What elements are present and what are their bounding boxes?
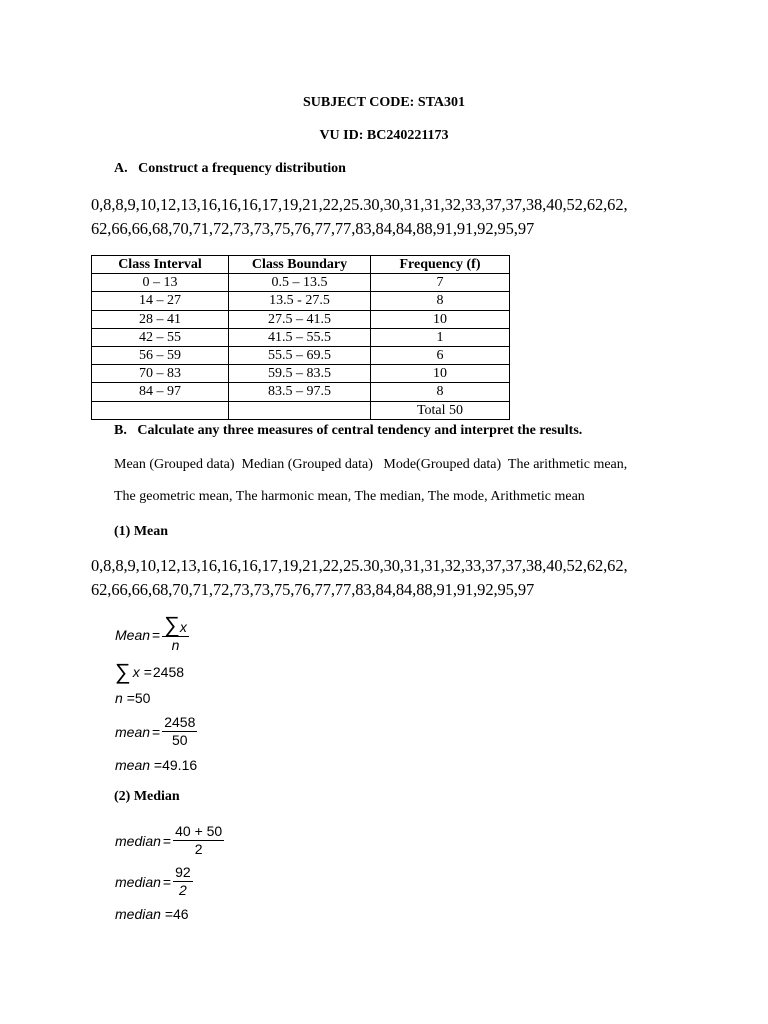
fraction-numerator [162, 612, 189, 637]
subject-code: SUBJECT CODE: STA301 [302, 95, 466, 110]
cell-total: Total 50 [371, 401, 510, 419]
median-heading: (2) Median [114, 789, 180, 804]
equals-sign: = [126, 690, 135, 706]
mean-formula [115, 612, 189, 654]
table-row [92, 383, 510, 401]
median-result-value: 46 [173, 906, 189, 922]
cell-interval: 84 – 97 [92, 383, 229, 401]
sigma-icon: ∑ [115, 659, 131, 684]
fraction-numerator: 2458 [164, 714, 196, 730]
mean-result-lhs: mean [115, 757, 151, 773]
cell-interval: 0 – 13 [92, 274, 229, 292]
table-row [92, 310, 510, 328]
data-line-1: 0,8,8,9,10,12,13,16,16,16,17,19,21,22,25.30,30,31,31,32,33,37,37,38,40,52,62,62, [91, 195, 628, 214]
frequency-table [91, 255, 510, 420]
header-class-interval: Class Interval [92, 256, 229, 274]
header-class-boundary: Class Boundary [229, 256, 371, 274]
cell-frequency: 10 [371, 310, 510, 328]
cell-interval: 28 – 41 [92, 310, 229, 328]
mean-formula-lhs: Mean [115, 627, 151, 643]
mean-calc [115, 714, 197, 749]
fraction-denominator: n [171, 637, 180, 653]
cell-boundary [229, 401, 371, 419]
table-header-row [92, 256, 510, 274]
fraction-denominator: 50 [172, 732, 188, 748]
data-line-2: 62,66,66,68,70,71,72,73,73,75,76,77,77,83,84,84,88,91,91,92,95,97 [91, 219, 535, 238]
cell-boundary: 83.5 – 97.5 [229, 383, 371, 401]
cell-interval: 56 – 59 [92, 346, 229, 364]
median-step-2-fraction [173, 864, 193, 899]
mean-calc-fraction [162, 714, 197, 749]
formula-var: x [179, 619, 187, 635]
equals-sign: = [164, 906, 173, 922]
section-a-heading: A. Construct a frequency distribution [114, 161, 346, 176]
cell-boundary: 27.5 – 41.5 [229, 310, 371, 328]
median-result [115, 906, 189, 922]
cell-interval: 42 – 55 [92, 328, 229, 346]
fraction-denominator: 2 [194, 841, 203, 857]
mean-data-line-1: 0,8,8,9,10,12,13,16,16,16,17,19,21,22,25.30,30,31,31,32,33,37,37,38,40,52,62,62, [91, 556, 628, 575]
mean-formula-fraction [162, 612, 189, 654]
equals-sign: = [162, 873, 172, 890]
sum-value: 2458 [152, 664, 185, 680]
n-value: 50 [134, 690, 151, 706]
mean-data-line-2: 62,66,66,68,70,71,72,73,73,75,76,77,77,83,84,84,88,91,91,92,95,97 [91, 580, 535, 599]
n-var: n [115, 690, 123, 706]
equals-sign: = [162, 832, 172, 849]
equals-sign: = [153, 757, 163, 773]
cell-interval: 70 – 83 [92, 365, 229, 383]
cell-frequency: 6 [371, 346, 510, 364]
measures-line-1: Mean (Grouped data) Median (Grouped data) Mode(Grouped data) The arithmetic mean, [114, 457, 628, 472]
cell-boundary: 55.5 – 69.5 [229, 346, 371, 364]
sum-var: x [132, 664, 140, 680]
table-row [92, 346, 510, 364]
vu-id: VU ID: BC240221173 [319, 128, 449, 143]
equals-sign: = [152, 627, 161, 643]
fraction-numerator: 92 [175, 864, 191, 880]
sigma-icon: ∑ [164, 612, 180, 637]
sum-line [115, 659, 185, 684]
table-row [92, 365, 510, 383]
table-total-row [92, 401, 510, 419]
median-step-1 [115, 823, 224, 858]
cell-interval: 14 – 27 [92, 292, 229, 310]
section-b-heading: B. Calculate any three measures of central tendency and interpret the results. [114, 423, 583, 438]
cell-boundary: 59.5 – 83.5 [229, 365, 371, 383]
cell-frequency: 7 [371, 274, 510, 292]
table-row [92, 292, 510, 310]
n-line [115, 690, 150, 706]
fraction-denominator: 2 [179, 882, 187, 898]
cell-frequency: 10 [371, 365, 510, 383]
median-lhs: median [115, 873, 161, 890]
header-frequency: Frequency (f) [371, 256, 510, 274]
cell-interval [92, 401, 229, 419]
median-step-1-fraction [173, 823, 224, 858]
table-row [92, 328, 510, 346]
measures-line-2: The geometric mean, The harmonic mean, The median, The mode, Arithmetic mean [114, 489, 585, 504]
equals-sign: = [152, 723, 161, 740]
mean-calc-lhs: mean [115, 723, 151, 740]
cell-frequency: 8 [371, 292, 510, 310]
median-lhs: median [115, 906, 161, 922]
mean-result [115, 757, 197, 773]
cell-boundary: 0.5 – 13.5 [229, 274, 371, 292]
equals-sign: = [143, 664, 152, 680]
cell-boundary: 13.5 - 27.5 [229, 292, 371, 310]
median-lhs: median [115, 832, 161, 849]
cell-frequency: 1 [371, 328, 510, 346]
mean-result-value: 49.16 [162, 757, 198, 773]
cell-frequency: 8 [371, 383, 510, 401]
table-row [92, 274, 510, 292]
cell-boundary: 41.5 – 55.5 [229, 328, 371, 346]
median-step-2 [115, 864, 193, 899]
fraction-numerator: 40 + 50 [175, 823, 223, 839]
mean-heading: (1) Mean [114, 524, 169, 539]
